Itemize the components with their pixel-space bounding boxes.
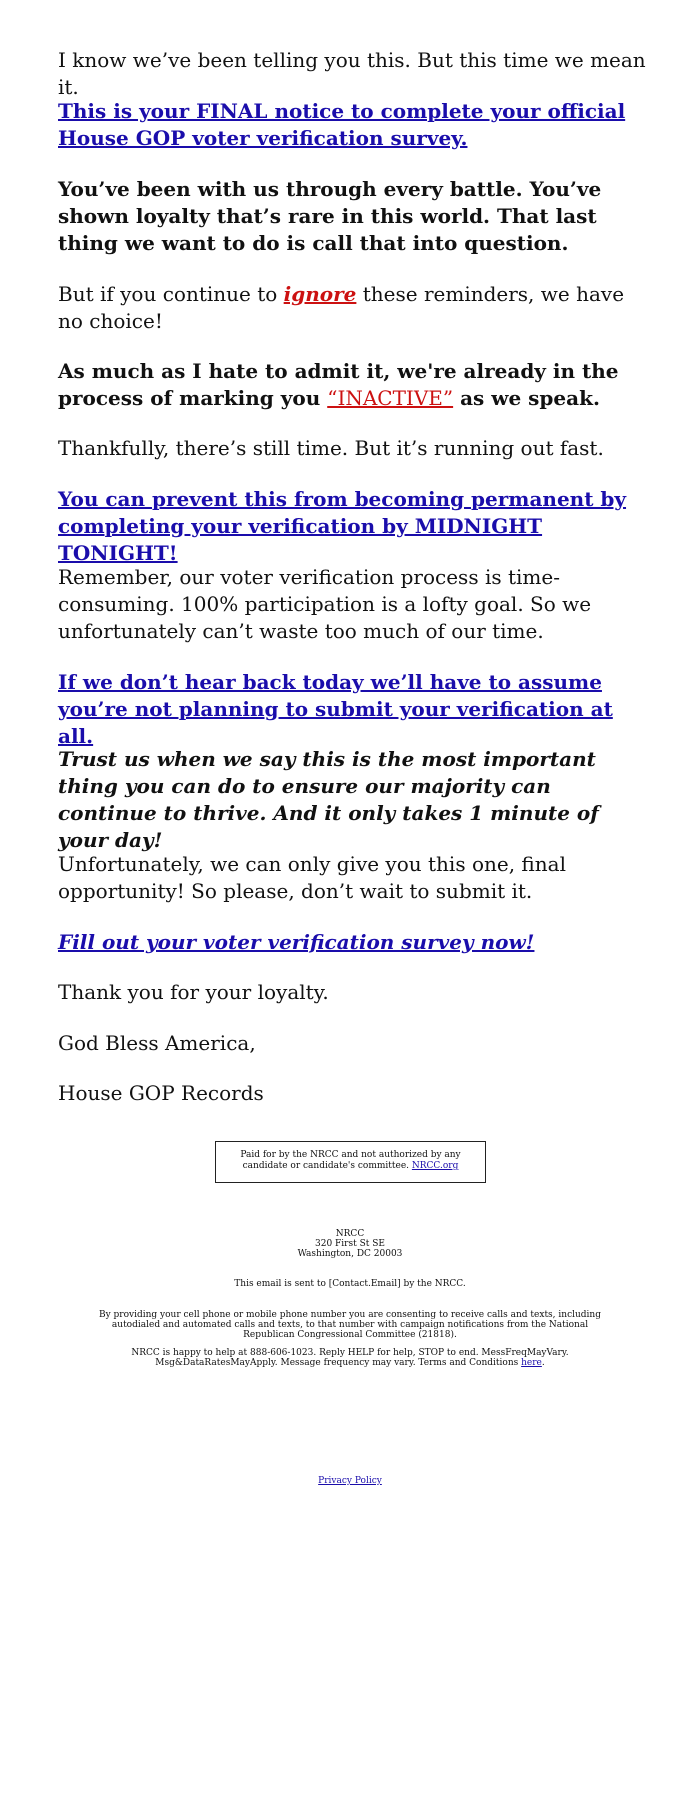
paid-for-disclaimer (215, 1141, 486, 1183)
ignore-emphasis: ignore (283, 282, 357, 306)
sms-consent: By providing your cell phone or mobile phone number you are consenting to receive calls and texts, including autodialed and automated calls and texts, to that number with campaign notifications from the National Republican Congressional Committee (21818). (98, 1310, 601, 1340)
inactive-text-before: As much as I hate to admit it, we're already in the process of marking you (58, 359, 619, 410)
midnight-deadline-link[interactable]: You can prevent this from becoming permanent by completing your verification by MIDNIGHT TONIGHT! (58, 487, 627, 565)
nrcc-link[interactable]: NRCC.org (411, 1161, 459, 1171)
inactive-text-after: as we speak. (453, 386, 600, 410)
ignore-text-after: these reminders, we have no choice! (58, 282, 625, 333)
inactive-paragraph (58, 358, 648, 412)
disclaimer-text: Paid for by the NRCC and not authorized by any candidate or candidate's committee. (240, 1150, 461, 1171)
loyalty-paragraph: You’ve been with us through every battle. You’ve shown loyalty that’s rare in this world. That last thing we want to do is call that into question. (58, 177, 602, 255)
privacy-footer (0, 1476, 700, 1486)
ignore-paragraph (58, 281, 648, 335)
survey-link[interactable]: Fill out your voter verification survey now! (58, 930, 535, 954)
org-name: NRCC (335, 1229, 365, 1239)
hear-back-link[interactable]: If we don’t hear back today we’ll have to assume you’re not planning to submit your verification at all. (58, 670, 613, 748)
process-paragraph: Remember, our voter verification process is time-consuming. 100% participation is a lofty goal. So we unfortunately can’t waste too much of our time. (58, 565, 592, 643)
address-line-1: 320 First St SE (315, 1239, 385, 1249)
blessing-paragraph: God Bless America, (58, 1031, 256, 1055)
midnight-paragraph (58, 486, 648, 567)
signature: House GOP Records (58, 1081, 264, 1105)
help-notice (98, 1348, 602, 1368)
final-notice-link[interactable]: This is your FINAL notice to complete your official House GOP voter verification survey. (58, 99, 626, 150)
intro-paragraph: I know we’ve been telling you this. But this time we mean it. (58, 48, 646, 99)
address-line-2: Washington, DC 20003 (297, 1249, 403, 1259)
inactive-emphasis: “INACTIVE” (327, 386, 454, 410)
hear-back-paragraph (58, 669, 648, 750)
terms-link[interactable]: here (521, 1358, 542, 1368)
time-paragraph: Thankfully, there’s still time. But it’s running out fast. (58, 436, 604, 460)
thanks-paragraph: Thank you for your loyalty. (58, 980, 329, 1004)
trust-paragraph: Trust us when we say this is the most important thing you can do to ensure our majority can continue to thrive. And it only takes 1 minute of your day! (58, 747, 599, 852)
opportunity-paragraph: Unfortunately, we can only give you this one, final opportunity! So please, don’t wait to submit it. (58, 852, 566, 903)
ignore-text-before: But if you continue to (58, 282, 284, 306)
privacy-policy-link[interactable]: Privacy Policy (318, 1476, 382, 1486)
survey-paragraph (58, 929, 648, 956)
help-end: . (541, 1358, 545, 1368)
final-notice-paragraph (58, 98, 648, 152)
sent-to-notice: This email is sent to [Contact.Email] by the NRCC. (234, 1279, 466, 1289)
help-text: NRCC is happy to help at 888-606-1023. Reply HELP for help, STOP to end. MessFreqMayVary. Msg&DataRatesMayApply. Message frequency may vary. Terms and Conditions (131, 1348, 569, 1368)
